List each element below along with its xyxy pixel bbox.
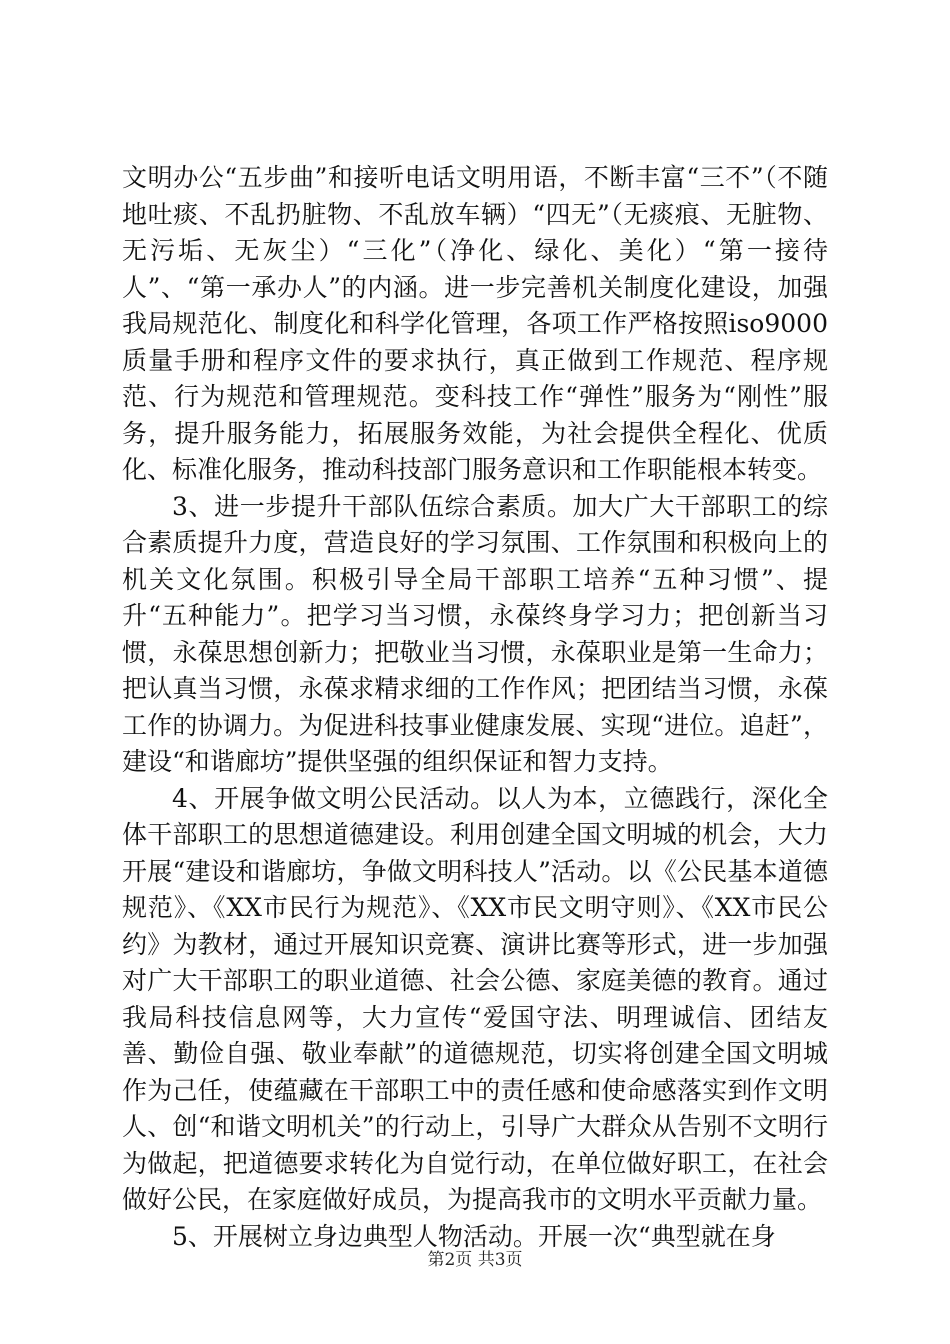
document-body: [122, 160, 828, 1255]
paragraph-item-3: 3、进一步提升干部队伍综合素质。加大广大干部职工的综合素质提升力度，营造良好的学习氛围、工作氛围和积极向上的机关文化氛围。积极引导全局干部职工培养“五种习惯”、提升“五种能力”。把学习当习惯，永葆终身学习力；把创新当习惯，永葆思想创新力；把敬业当习惯，永葆职业是第一生命力；把认真当习惯，永葆求精求细的工作作风；把团结当习惯，永葆工作的协调力。为促进科技事业健康发展、实现“进位。追赶”，建设“和谐廊坊”提供坚强的组织保证和智力支持。: [122, 491, 828, 776]
paragraph-item-5: 5、开展树立身边典型人物活动。开展一次“典型就在身: [172, 1221, 776, 1251]
page-number-footer: 第2页 共3页: [427, 1250, 523, 1270]
paragraph-continuation: 文明办公“五步曲”和接听电话文明用语，不断丰富“三不”（不随地吐痰、不乱扔脏物、不乱放车辆）“四无”（无痰痕、无脏物、无污垢、无灰尘）“三化”（净化、绿化、美化）“第一接待人”、“第一承办人”的内涵。进一步完善机关制度化建设，加强我局规范化、制度化和科学化管理，各项工作严格按照iso9000质量手册和程序文件的要求执行，真正做到工作规范、程序规范、行为规范和管理规范。变科技工作“弹性”服务为“刚性”服务，提升服务能力，拓展服务效能，为社会提供全程化、优质化、标准化服务，推动科技部门服务意识和工作职能根本转变。: [122, 163, 828, 484]
paragraph-item-4: 4、开展争做文明公民活动。以人为本，立德践行，深化全体干部职工的思想道德建设。利用创建全国文明城的机会，大力开展“建设和谐廊坊，争做文明科技人”活动。以《公民基本道德规范》、《XX市民行为规范》、《XX市民文明守则》、《XX市民公约》为教材，通过开展知识竞赛、演讲比赛等形式，进一步加强对广大干部职工的职业道德、社会公德、家庭美德的教育。通过我局科技信息网等，大力宣传“爱国守法、明理诚信、团结友善、勤俭自强、敬业奉献”的道德规范，切实将创建全国文明城作为己任，使蕴藏在干部职工中的责任感和使命感落实到作文明人、创“和谐文明机关”的行动上，引导广大群众从告别不文明行为做起，把道德要求转化为自觉行动，在单位做好职工，在社会做好公民，在家庭做好成员，为提高我市的文明水平贡献力量。: [122, 783, 828, 1214]
